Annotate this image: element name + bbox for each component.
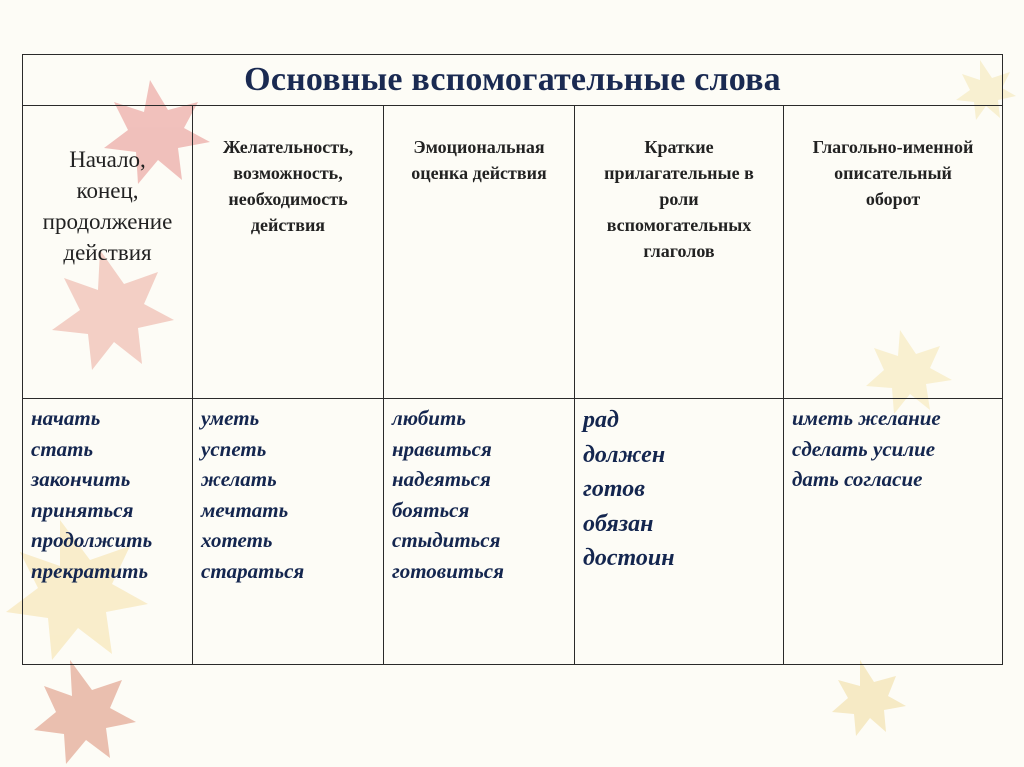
list-item: стараться [201,558,305,583]
words-cell-short-adjectives [575,399,784,665]
list-item: сделать усилие [792,436,936,461]
word-list [792,403,1002,495]
header-line: описательный [834,163,952,183]
header-cell-verbal-nominal [784,106,1003,399]
header-line: оценка действия [411,163,547,183]
header-line: конец, [76,178,139,203]
header-cell-short-adjectives [575,106,784,399]
maple-leaf-icon [832,660,906,736]
list-item: продолжить [31,528,153,552]
words-cell-desirability [193,399,384,665]
title-row [23,55,1003,106]
header-line: продолжение [42,209,173,234]
header-line: Глагольно-именной [812,137,974,157]
list-item: надеяться [392,467,491,491]
word-list [392,403,574,586]
list-item: начать [31,406,101,430]
header-line: Начало, [69,147,146,172]
list-item: хотеть [201,528,273,552]
list-item: любить [392,406,466,430]
list-item: нравиться [392,436,492,461]
list-item: бояться [392,497,470,522]
words-cell-emotional-evaluation [384,399,575,665]
header-line: оборот [865,189,921,209]
list-item: мечтать [201,497,289,522]
header-row [23,106,1003,399]
list-item: готов [583,476,645,502]
header-line: Эмоциональная [413,137,545,157]
words-cell-verbal-nominal [784,399,1003,665]
list-item: дать согласие [792,467,923,491]
header-cell-beginning-end [23,106,193,399]
header-cell-desirability [193,106,384,399]
list-item: прекратить [31,558,149,583]
words-row [23,399,1003,665]
word-list [583,403,783,576]
list-item: иметь желание [792,406,941,430]
list-item: стать [31,436,94,461]
header-cell-emotional-evaluation [384,106,575,399]
header-line: роли [659,189,699,209]
header-line: прилагательные в [604,163,754,183]
list-item: приняться [31,497,134,522]
list-item: рад [583,407,619,433]
list-item: достоин [583,545,675,571]
table-title: Основные вспомогательные слова [23,55,1003,106]
header-line: Краткие [644,137,714,157]
header-line: необходимость [228,189,348,209]
header-line: действия [250,215,326,235]
list-item: готовиться [392,558,504,583]
header-line: вспомогательных [606,215,752,235]
maple-leaf-icon [34,660,136,764]
header-line: Желательность, [222,137,354,157]
header-line: возможность, [233,163,343,183]
list-item: уметь [201,406,260,430]
header-line: глаголов [643,241,715,261]
list-item: обязан [583,510,654,537]
list-item: закончить [31,467,131,491]
auxiliary-words-table-container [22,54,1002,665]
header-line: действия [63,240,152,265]
list-item: должен [583,441,666,468]
word-list [31,403,192,586]
word-list [201,403,383,586]
list-item: желать [201,467,277,491]
words-cell-beginning-end [23,399,193,665]
auxiliary-words-table [22,54,1003,665]
list-item: успеть [201,436,267,461]
list-item: стыдиться [392,528,501,552]
